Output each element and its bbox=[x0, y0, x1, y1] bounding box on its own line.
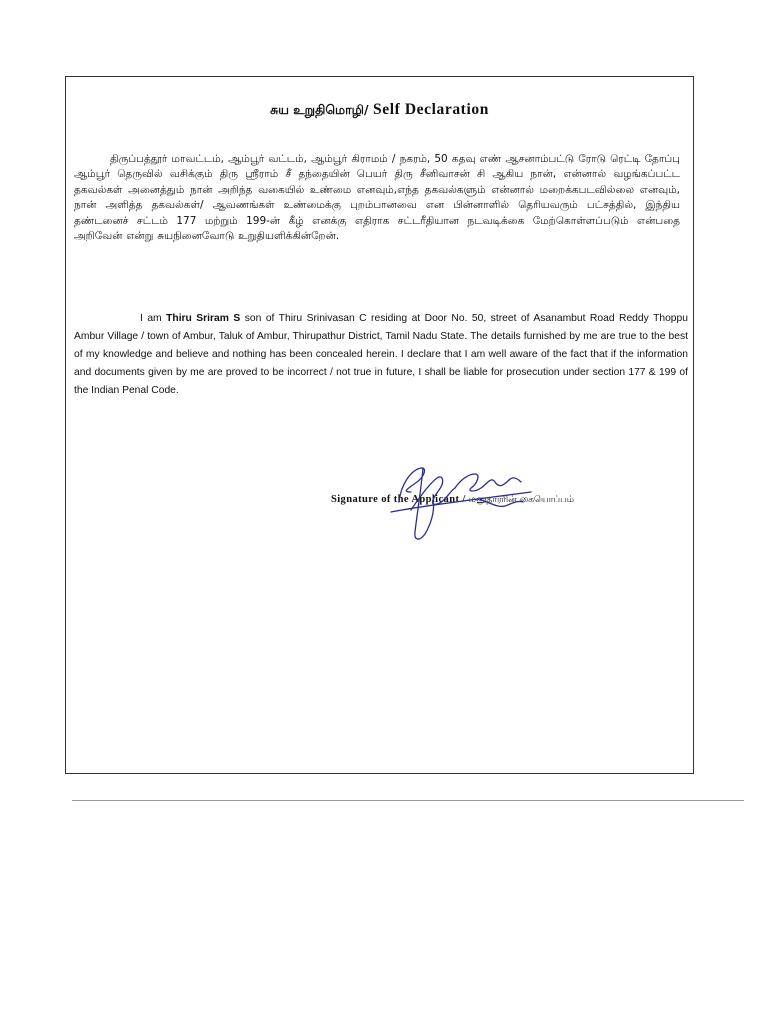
document-title bbox=[66, 101, 693, 119]
applicant-name: Thiru Sriram S bbox=[166, 313, 241, 324]
tamil-declaration-paragraph: திருப்பத்தூர் மாவட்டம், ஆம்பூர் வட்டம், ஆம்பூர் கிராமம் / நகரம், 50 கதவு எண் ஆசனாம்பட்டு ரோடு ரெட்டி தோப்பு ஆம்பூர் தெருவில் வசிக்கும் திரு ஸ்ரீராம் சீ தந்தையின் பெயர் திரு சீனிவாசன் சி ஆகிய நான், என்னால் வழங்கப்பட்ட தகவல்கள் அனைத்தும் நான் அறிந்த வகையில் உண்மை எனவும்,எந்த தகவல்களும் என்னால் மறைக்கபடவில்லை எனவும், நான் அளித்த தகவல்கள்/ ஆவணங்கள் உண்மைக்கு புறம்பானவை என பின்னாளில் தெரியவரும் பட்சத்தில், இந்திய தண்டனைச் சட்டம் 177 மற்றும் 199-ன் கீழ் எனக்கு எதிராக சட்டரீதியான நடவடிக்கை மேற்கொள்ளப்படும் என்பதை அறிவேன் என்று சுயநினைவோடு உறுதியளிக்கின்றேன். bbox=[74, 153, 680, 243]
page-divider bbox=[72, 800, 744, 801]
signature-line bbox=[331, 489, 691, 507]
title-english: Self Declaration bbox=[373, 101, 489, 118]
signature-separator: / bbox=[459, 494, 469, 505]
signature-label-tamil: மனுதாரரின் கையொப்பம் bbox=[468, 495, 575, 505]
signature-label-english: Signature of the Applicant bbox=[331, 494, 460, 505]
english-body: son of Thiru Srinivasan C residing at Door No. 50, street of Asanambut Road Reddy Thoppu Ambur Village / town of Ambur, Taluk of Ambur, Thirupathur District, Tamil Nadu State. The details furnished by me are true to the best of my knowledge and believe and nothing has been concealed herein. I declare that I am well aware of the fact that if the information and documents given by me are proved to be incorrect / not true in future, I shall be liable for prosecution under section 177 & 199 of the Indian Penal Code. bbox=[74, 313, 688, 396]
title-tamil: சுய உறுதிமொழி/ bbox=[270, 102, 369, 117]
english-prefix: I am bbox=[140, 313, 162, 324]
english-declaration-paragraph bbox=[74, 310, 688, 400]
declaration-frame bbox=[65, 76, 694, 774]
